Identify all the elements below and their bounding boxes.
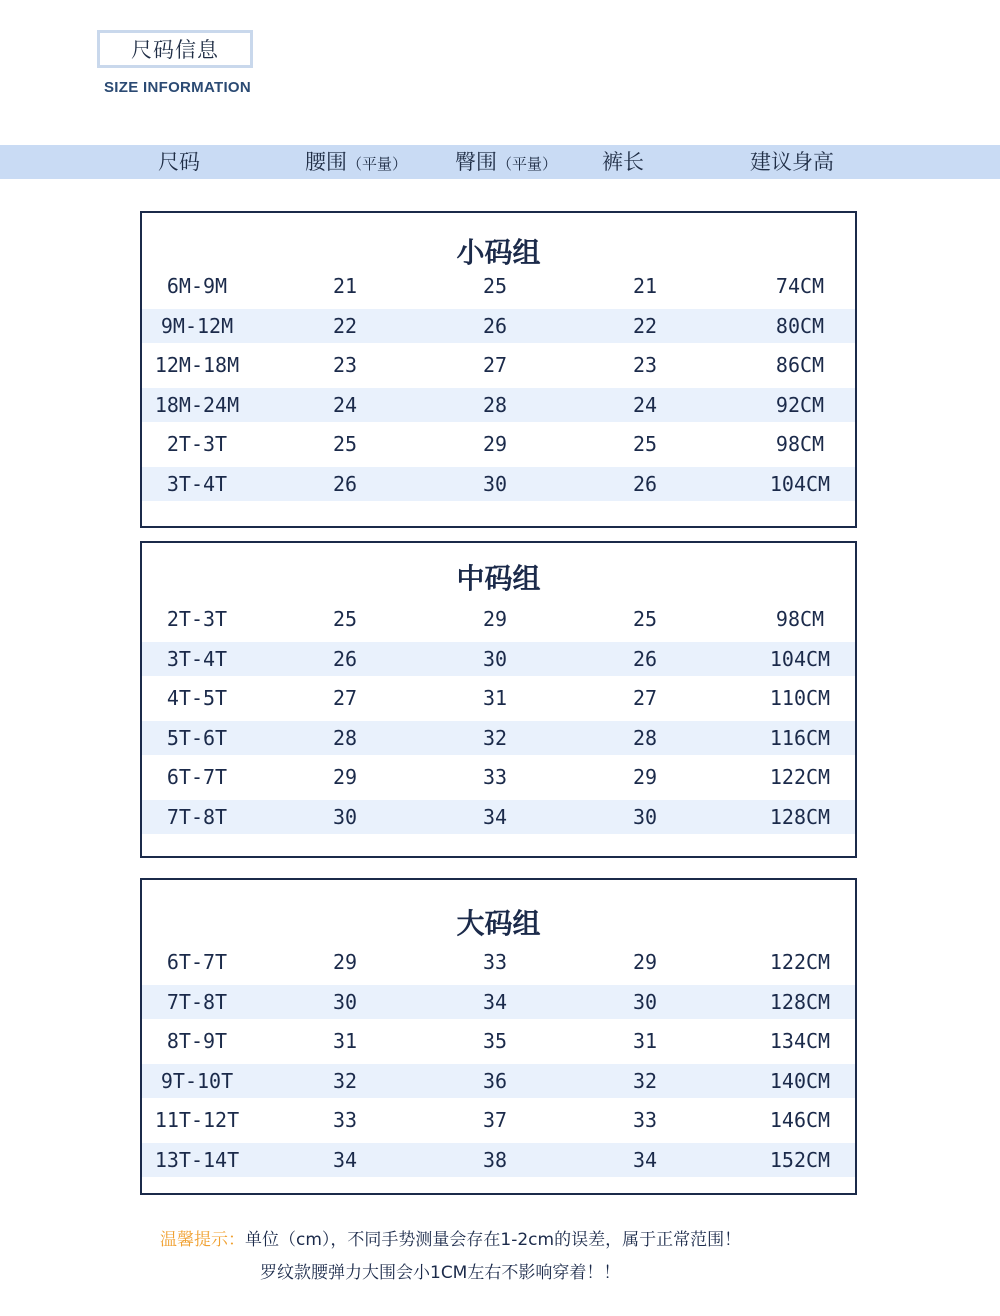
waist-cell: 31 (332, 1029, 358, 1053)
size-cell: 4T-5T (166, 686, 228, 710)
table-row (142, 985, 855, 1019)
length-cell: 26 (632, 646, 658, 671)
table-row (142, 681, 855, 715)
waist-cell: 25 (332, 432, 358, 456)
size-cell: 3T-4T (166, 646, 228, 671)
table-row (142, 269, 855, 303)
size-cell: 6M-9M (166, 274, 228, 298)
size-cell: 9T-10T (160, 1068, 234, 1093)
hip-cell: 27 (482, 353, 508, 377)
height-cell: 128CM (769, 989, 831, 1014)
size-cell: 6T-7T (166, 765, 228, 789)
length-cell: 21 (632, 274, 658, 298)
waist-cell: 32 (332, 1068, 358, 1093)
hip-cell: 28 (482, 392, 508, 417)
height-cell: 116CM (769, 725, 831, 750)
hip-cell: 32 (482, 725, 508, 750)
table-row (142, 348, 855, 382)
size-cell: 7T-8T (166, 804, 228, 829)
section-title-english: SIZE INFORMATION (104, 79, 252, 96)
height-cell: 104CM (769, 646, 831, 671)
height-cell: 140CM (769, 1068, 831, 1093)
length-cell: 28 (632, 725, 658, 750)
length-cell: 31 (632, 1029, 658, 1053)
table-row (142, 1024, 855, 1058)
length-cell: 25 (632, 432, 658, 456)
height-cell: 110CM (769, 686, 831, 710)
hip-cell: 36 (482, 1068, 508, 1093)
column-header-band (0, 145, 1000, 179)
height-cell: 128CM (769, 804, 831, 829)
waist-cell: 26 (332, 471, 358, 496)
waist-cell: 27 (332, 686, 358, 710)
height-cell: 104CM (769, 471, 831, 496)
size-cell: 5T-6T (166, 725, 228, 750)
length-cell: 24 (632, 392, 658, 417)
length-cell: 30 (632, 804, 658, 829)
waist-cell: 22 (332, 313, 358, 338)
height-cell: 122CM (769, 950, 831, 974)
hip-cell: 33 (482, 950, 508, 974)
waist-cell: 21 (332, 274, 358, 298)
waist-cell: 29 (332, 765, 358, 789)
column-header-hip-sub: （平量） (497, 155, 558, 173)
waist-cell: 34 (332, 1147, 358, 1172)
waist-cell: 29 (332, 950, 358, 974)
waist-cell: 23 (332, 353, 358, 377)
hip-cell: 34 (482, 989, 508, 1014)
table-row (142, 388, 855, 422)
length-cell: 32 (632, 1068, 658, 1093)
size-cell: 12M-18M (154, 353, 240, 377)
size-cell: 13T-14T (154, 1147, 240, 1172)
size-group-2 (140, 541, 857, 858)
table-row (142, 1064, 855, 1098)
column-header-waist (305, 145, 407, 179)
length-cell: 33 (632, 1108, 658, 1132)
waist-cell: 28 (332, 725, 358, 750)
height-cell: 98CM (775, 607, 825, 631)
height-cell: 92CM (775, 392, 825, 417)
height-cell: 80CM (775, 313, 825, 338)
length-cell: 22 (632, 313, 658, 338)
hip-cell: 30 (482, 646, 508, 671)
column-header-size: 尺码 (158, 150, 200, 174)
waist-cell: 30 (332, 804, 358, 829)
height-cell: 98CM (775, 432, 825, 456)
column-header-hip-label: 臀围 (455, 150, 497, 174)
waist-cell: 24 (332, 392, 358, 417)
group-title: 大码组 (456, 907, 541, 940)
waist-cell: 25 (332, 607, 358, 631)
size-cell: 3T-4T (166, 471, 228, 496)
column-header-height: 建议身高 (750, 150, 834, 174)
hip-cell: 26 (482, 313, 508, 338)
height-cell: 146CM (769, 1108, 831, 1132)
size-cell: 8T-9T (166, 1029, 228, 1053)
group-title: 小码组 (456, 236, 541, 269)
size-cell: 2T-3T (166, 432, 228, 456)
hip-cell: 29 (482, 432, 508, 456)
table-row (142, 1143, 855, 1177)
table-row (142, 721, 855, 755)
length-cell: 29 (632, 950, 658, 974)
height-cell: 134CM (769, 1029, 831, 1053)
length-cell: 26 (632, 471, 658, 496)
note-line-2: 罗纹款腰弹力大围会小1CM左右不影响穿着！！ (260, 1263, 621, 1283)
size-cell: 2T-3T (166, 607, 228, 631)
size-cell: 6T-7T (166, 950, 228, 974)
hip-cell: 38 (482, 1147, 508, 1172)
waist-cell: 26 (332, 646, 358, 671)
table-row (142, 467, 855, 501)
column-header-hip (455, 145, 557, 179)
table-row (142, 602, 855, 636)
table-row (142, 945, 855, 979)
note-label: 温馨提示： (160, 1230, 245, 1250)
length-cell: 23 (632, 353, 658, 377)
hip-cell: 25 (482, 274, 508, 298)
size-group-1 (140, 211, 857, 528)
hip-cell: 33 (482, 765, 508, 789)
column-header-length: 裤长 (602, 150, 644, 174)
waist-cell: 33 (332, 1108, 358, 1132)
table-row (142, 642, 855, 676)
section-title-box (97, 30, 253, 68)
height-cell: 152CM (769, 1147, 831, 1172)
hip-cell: 34 (482, 804, 508, 829)
size-cell: 7T-8T (166, 989, 228, 1014)
length-cell: 25 (632, 607, 658, 631)
note-line-1 (160, 1225, 741, 1250)
table-row (142, 760, 855, 794)
column-header-waist-label: 腰围 (305, 150, 347, 174)
size-cell: 11T-12T (154, 1108, 240, 1132)
length-cell: 34 (632, 1147, 658, 1172)
table-row (142, 800, 855, 834)
height-cell: 86CM (775, 353, 825, 377)
size-cell: 9M-12M (160, 313, 234, 338)
hip-cell: 35 (482, 1029, 508, 1053)
length-cell: 27 (632, 686, 658, 710)
column-header-waist-sub: （平量） (347, 155, 408, 173)
size-cell: 18M-24M (154, 392, 240, 417)
height-cell: 74CM (775, 274, 825, 298)
section-title: 尺码信息 (131, 38, 219, 62)
hip-cell: 30 (482, 471, 508, 496)
table-row (142, 427, 855, 461)
size-group-3 (140, 878, 857, 1195)
length-cell: 30 (632, 989, 658, 1014)
table-row (142, 309, 855, 343)
waist-cell: 30 (332, 989, 358, 1014)
group-title: 中码组 (456, 562, 541, 595)
length-cell: 29 (632, 765, 658, 789)
hip-cell: 31 (482, 686, 508, 710)
note-text-1: 单位（cm），不同手势测量会存在1-2cm的误差，属于正常范围！ (245, 1230, 742, 1250)
hip-cell: 37 (482, 1108, 508, 1132)
hip-cell: 29 (482, 607, 508, 631)
table-row (142, 1103, 855, 1137)
height-cell: 122CM (769, 765, 831, 789)
